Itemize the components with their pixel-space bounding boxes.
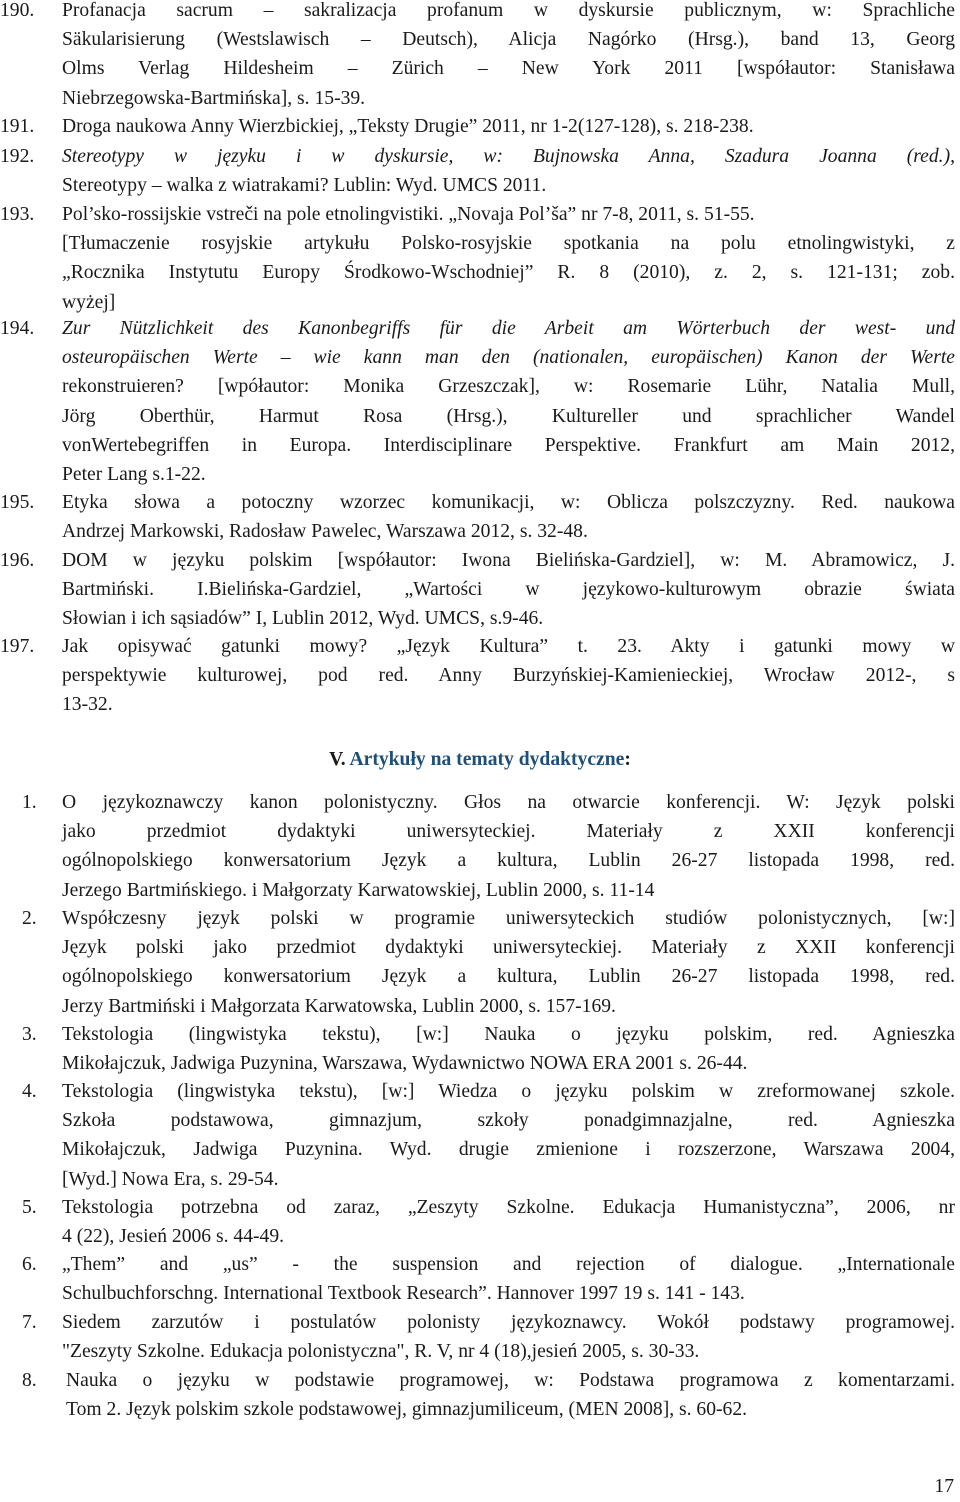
entry-line: 13-32.	[62, 694, 113, 716]
entry-line: Jerzy Bartmiński i Małgorzata Karwatowska, Lublin 2000, s. 157-169.	[62, 995, 616, 1017]
entry-line: O językoznawczy kanon polonistyczny. Głos na otwarcie konferencji. W: Język polski	[62, 792, 955, 813]
entry-line: ogólnopolskiego konwersatorium Język a kultura, Lublin 26-27 listopada 1998, red.	[62, 850, 955, 872]
entry-number: 5.	[22, 1197, 37, 1218]
entry-number: 4.	[22, 1081, 37, 1102]
entry-text	[62, 546, 955, 634]
entry-line: ogólnopolskiego konwersatorium Język a kultura, Lublin 26-27 listopada 1998, red.	[62, 966, 955, 988]
entry-text	[62, 488, 955, 546]
entry-text	[62, 1077, 955, 1194]
section-heading	[0, 745, 960, 774]
entry-line: Jörg Oberthür, Harmut Rosa (Hrsg.), Kultureller und sprachlicher Wandel	[62, 405, 955, 427]
entry-number: 194.	[0, 318, 35, 339]
entry-number: 3.	[22, 1024, 37, 1045]
entry-number: 195.	[0, 492, 35, 513]
entry-number: 8.	[22, 1370, 37, 1391]
entry-number: 192.	[0, 146, 35, 167]
entry-number: 193.	[0, 204, 35, 225]
entry-number: 197.	[0, 636, 35, 657]
entry-line: Bartmiński. I.Bielińska-Gardziel, „Wartości w językowo-kulturowym obrazie świata	[62, 579, 955, 601]
entry-text	[66, 1366, 955, 1424]
entry-line: osteuropäischen Werte – wie kann man den (nationalen, europäischen) Kanon der Werte	[62, 347, 955, 369]
entry-text	[62, 200, 955, 317]
entry-line: Tekstologia (lingwistyka tekstu), [w:] Nauka o języku polskim, red. Agnieszka	[62, 1024, 955, 1045]
entry-line: Stereotypy w języku i w dyskursie, w: Bujnowska Anna, Szadura Joanna (red.),	[62, 146, 955, 167]
entry-text	[62, 1193, 955, 1251]
entry-line: Säkularisierung (Westslawisch – Deutsch), Alicja Nagórko (Hrsg.), band 13, Georg	[62, 29, 955, 51]
entry-line: 4 (22), Jesień 2006 s. 44-49.	[62, 1226, 285, 1248]
entry-line: „Them” and „us” - the suspension and rejection of dialogue. „Internationale	[62, 1254, 955, 1275]
entry-line: [Tłumaczenie rosyjskie artykułu Polsko-rosyjskie spotkania na polu etnolingwistyki, z	[62, 233, 955, 255]
entry-line: Pol’sko-rossijskie vstreči na pole etnolingvistiki. „Novaja Pol’ša” nr 7-8, 2011, s. 51-55.	[62, 204, 755, 225]
entry-line: Jerzego Bartmińskiego. i Małgorzaty Karwatowskiej, Lublin 2000, s. 11-14	[62, 879, 655, 901]
entry-text	[62, 112, 955, 141]
entry-line: Schulbuchforschng. International Textbook Research”. Hannover 1997 19 s. 141 - 143.	[62, 1283, 745, 1305]
entry-line: Peter Lang s.1-22.	[62, 463, 206, 485]
entry-line: Tekstologia potrzebna od zaraz, „Zeszyty Szkolne. Edukacja Humanistyczna”, 2006, nr	[62, 1197, 955, 1218]
entry-text	[62, 632, 955, 720]
entry-text	[62, 142, 955, 200]
entry-text	[62, 314, 955, 489]
section-colon: :	[624, 749, 631, 770]
entry-line: Profanacja sacrum – sakralizacja profanum w dyskursie publicznym, w: Sprachliche	[62, 0, 955, 21]
entry-line: Zur Nützlichkeit des Kanonbegriffs für die Arbeit am Wörterbuch der west- und	[62, 318, 955, 339]
entry-line: "Zeszyty Szkolne. Edukacja polonistyczna", R. V, nr 4 (18),jesień 2005, s. 30-33.	[62, 1341, 700, 1363]
entry-line: Etyka słowa a potoczny wzorzec komunikacji, w: Oblicza polszczyzny. Red. naukowa	[62, 492, 955, 513]
entry-line: Olms Verlag Hildesheim – Zürich – New York 2011 [współautor: Stanisława	[62, 58, 955, 80]
entry-line: DOM w języku polskim [współautor: Iwona Bielińska-Gardziel], w: M. Abramowicz, J.	[62, 550, 955, 571]
entry-line: Język polski jako przedmiot dydaktyki uniwersyteckiej. Materiały z XXII konferencji	[62, 937, 955, 959]
entry-line: jako przedmiot dydaktyki uniwersyteckiej. Materiały z XXII konferencji	[62, 821, 955, 843]
entry-line: wyżej]	[62, 291, 116, 313]
entry-number: 1.	[22, 792, 37, 813]
section-label: Artykuły na tematy dydaktyczne	[349, 749, 625, 770]
entry-line: Słowian i ich sąsiadów” I, Lublin 2012, Wyd. UMCS, s.9-46.	[62, 608, 544, 630]
entry-line: Mikołajczuk, Jadwiga Puzynina. Wyd. drugie zmienione i rozszerzone, Warszawa 2004,	[62, 1139, 955, 1161]
entry-line: Tom 2. Język polskim szkole podstawowej, gimnazjumiliceum, (MEN 2008], s. 60-62.	[66, 1399, 748, 1421]
entry-line: Siedem zarzutów i postulatów polonisty językoznawcy. Wokół podstawy programowej.	[62, 1312, 955, 1333]
section-number: V.	[329, 749, 346, 770]
entry-line: Nauka o języku w podstawie programowej, w: Podstawa programowa z komentarzami.	[66, 1370, 955, 1391]
entry-number: 191.	[0, 116, 35, 137]
entry-line: Tekstologia (lingwistyka tekstu), [w:] Wiedza o języku polskim w zreformowanej szkole.	[62, 1081, 955, 1102]
entry-number: 196.	[0, 550, 35, 571]
entry-text	[62, 0, 955, 113]
entry-number: 190.	[0, 0, 35, 21]
entry-line: Stereotypy – walka z wiatrakami? Lublin: Wyd. UMCS 2011.	[62, 175, 547, 197]
entry-line: vonWertebegriffen in Europa. Interdisciplinare Perspektive. Frankfurt am Main 2012,	[62, 434, 955, 456]
entry-text	[62, 788, 955, 905]
entry-line: perspektywie kulturowej, pod red. Anny Burzyńskiej-Kamienieckiej, Wrocław 2012-, s	[62, 665, 955, 687]
entry-line: [Wyd.] Nowa Era, s. 29-54.	[62, 1168, 279, 1190]
entry-line: Jak opisywać gatunki mowy? „Język Kultura” t. 23. Akty i gatunki mowy w	[62, 636, 955, 657]
entry-line: rekonstruieren? [wpółautor: Monika Grzeszczak], w: Rosemarie Lühr, Natalia Mull,	[62, 376, 955, 398]
entry-text	[62, 904, 955, 1021]
entry-text	[62, 1250, 955, 1308]
page-number: 17	[934, 1476, 954, 1497]
entry-line: Andrzej Markowski, Radosław Pawelec, Warszawa 2012, s. 32-48.	[62, 521, 588, 543]
entry-line: Współczesny język polski w programie uniwersyteckich studiów polonistycznych, [w:]	[62, 908, 955, 929]
entry-text	[62, 1020, 955, 1078]
entry-text	[62, 1308, 955, 1366]
entry-number: 7.	[22, 1312, 37, 1333]
entry-number: 6.	[22, 1254, 37, 1275]
entry-line: „Rocznika Instytutu Europy Środkowo-Wschodniej” R. 8 (2010), z. 2, s. 121-131; zob.	[62, 262, 955, 284]
entry-number: 2.	[22, 908, 37, 929]
entry-line: Niebrzegowska-Bartmińska], s. 15-39.	[62, 87, 366, 109]
entry-line: Droga naukowa Anny Wierzbickiej, „Teksty Drugie” 2011, nr 1-2(127-128), s. 218-238.	[62, 116, 754, 137]
entry-line: Mikołajczuk, Jadwiga Puzynina, Warszawa, Wydawnictwo NOWA ERA 2001 s. 26-44.	[62, 1053, 748, 1075]
entry-line: Szkoła podstawowa, gimnazjum, szkoły ponadgimnazjalne, red. Agnieszka	[62, 1110, 955, 1132]
